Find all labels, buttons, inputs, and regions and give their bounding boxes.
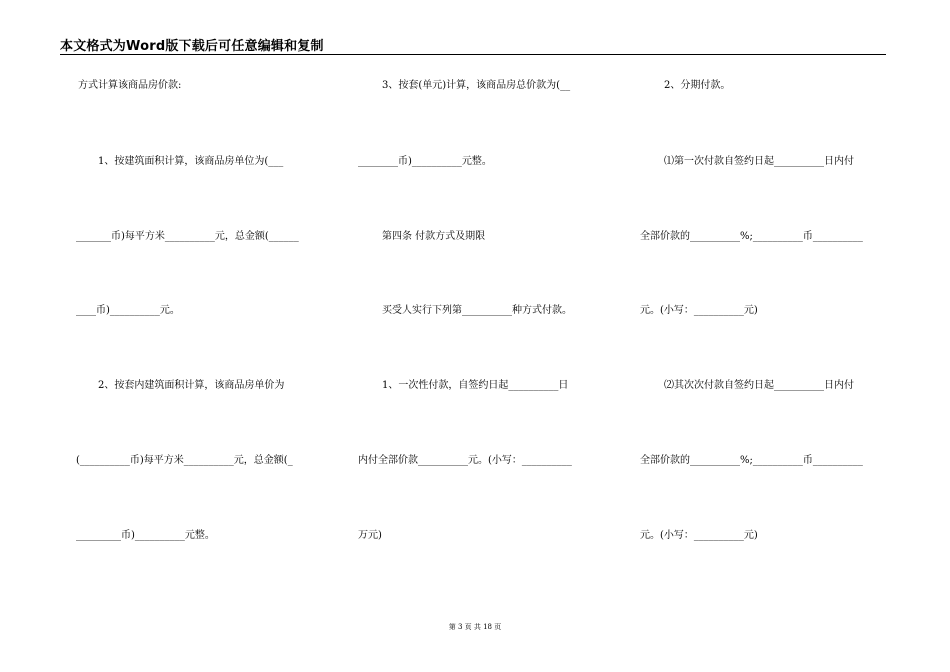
- text-line: ⑴第一次付款自签约日起__________日内付: [664, 156, 854, 167]
- text-line: 万元): [358, 530, 382, 541]
- header-title: 本文格式为Word版下载后可任意编辑和复制: [60, 39, 324, 54]
- text-line: 方式计算该商品房价款:: [78, 80, 182, 91]
- text-line: 2、按套内建筑面积计算，该商品房单价为: [98, 380, 285, 391]
- text-line: ________币)__________元整。: [358, 156, 492, 167]
- text-line: 元。(小写：__________元): [640, 305, 758, 316]
- text-line: 第四条 付款方式及期限: [382, 231, 486, 242]
- text-line: _________币)__________元整。: [76, 530, 215, 541]
- text-line: ⑵其次次付款自签约日起__________日内付: [664, 380, 854, 391]
- text-line: 2、分期付款。: [664, 80, 731, 91]
- page-number: 第 3 页 共 18 页: [448, 623, 502, 631]
- text-line: 全部价款的__________%;__________币__________: [640, 231, 863, 242]
- text-line: 买受人实行下列第__________种方式付款。: [382, 305, 572, 316]
- page-header: [60, 34, 886, 55]
- text-line: 1、一次性付款，自签约日起__________日: [382, 380, 569, 391]
- text-line: (__________币)每平方米__________元，总金额(_: [76, 455, 293, 466]
- text-line: 全部价款的__________%;__________币__________: [640, 455, 863, 466]
- text-line: 1、按建筑面积计算，该商品房单位为(___: [98, 156, 284, 167]
- text-line: 3、按套(单元)计算，该商品房总价款为(__: [382, 80, 571, 91]
- text-line: 内付全部价款__________元。(小写：__________: [358, 455, 572, 466]
- text-line: ____币)__________元。: [76, 305, 180, 316]
- text-line: _______币)每平方米__________元，总金额(______: [76, 231, 299, 242]
- text-line: 元。(小写：__________元): [640, 530, 758, 541]
